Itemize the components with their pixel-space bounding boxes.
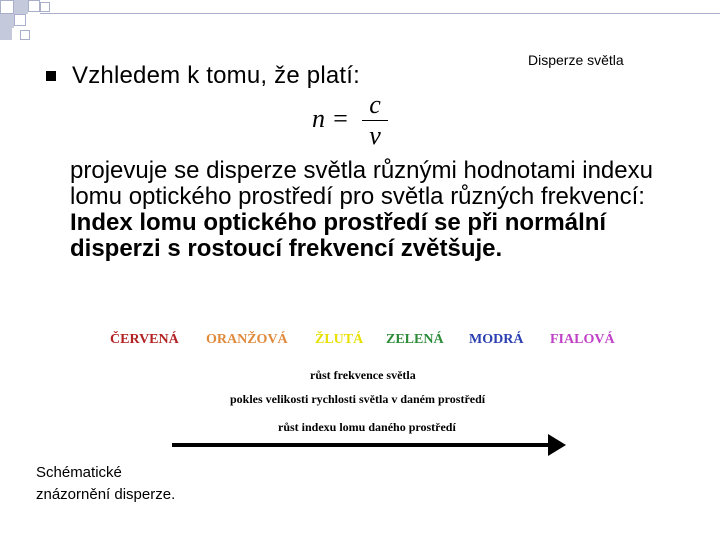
color-label-orange: ORANŽOVÁ (206, 332, 288, 347)
formula-numerator: c (369, 90, 381, 119)
direction-arrow-shaft (172, 443, 552, 447)
caption-line-1: Schématické (36, 464, 122, 481)
index-growth-label: růst indexu lomu daného prostředí (278, 420, 456, 434)
speed-decrease-label: pokles velikosti rychlosti světla v daném prostředí (230, 392, 486, 406)
bullet-text: Vzhledem k tomu, že platí: (72, 62, 360, 89)
frequency-growth-label: růst frekvence světla (310, 368, 416, 382)
decor-square (0, 28, 12, 40)
decor-square (0, 14, 14, 28)
color-label-violet: FIALOVÁ (550, 332, 615, 347)
decor-square (0, 0, 14, 14)
color-label-red: ČERVENÁ (110, 332, 179, 347)
slide-title: Disperze světla (528, 52, 624, 68)
decor-square (14, 0, 28, 14)
paragraph-bold-text: Index lomu optického prostředí se při normální disperzi s rostoucí frekvencí zvětšuje. (70, 209, 607, 262)
decor-square (14, 14, 26, 26)
spectrum-color-labels (110, 332, 630, 352)
decor-square (20, 30, 30, 40)
formula-lhs: n = (312, 104, 350, 133)
formula-fraction (362, 92, 388, 149)
bullet-square-icon (46, 71, 56, 81)
caption-line-2: znázornění disperze. (36, 486, 176, 503)
explanation-paragraph (70, 158, 670, 262)
color-label-yellow: ŽLUTÁ (315, 332, 364, 347)
formula-denominator: v (369, 121, 381, 150)
paragraph-normal-text: projevuje se disperze světla různými hodnotami indexu lomu optického prostředí pro světla různých frekvencí: (70, 157, 653, 210)
color-label-blue: MODRÁ (469, 332, 524, 347)
decor-square (28, 0, 40, 12)
color-label-green: ZELENÁ (386, 332, 444, 347)
header-rule (40, 13, 720, 14)
decor-square (40, 2, 50, 12)
figure-caption (36, 462, 175, 506)
arrow-right-icon (548, 434, 566, 456)
